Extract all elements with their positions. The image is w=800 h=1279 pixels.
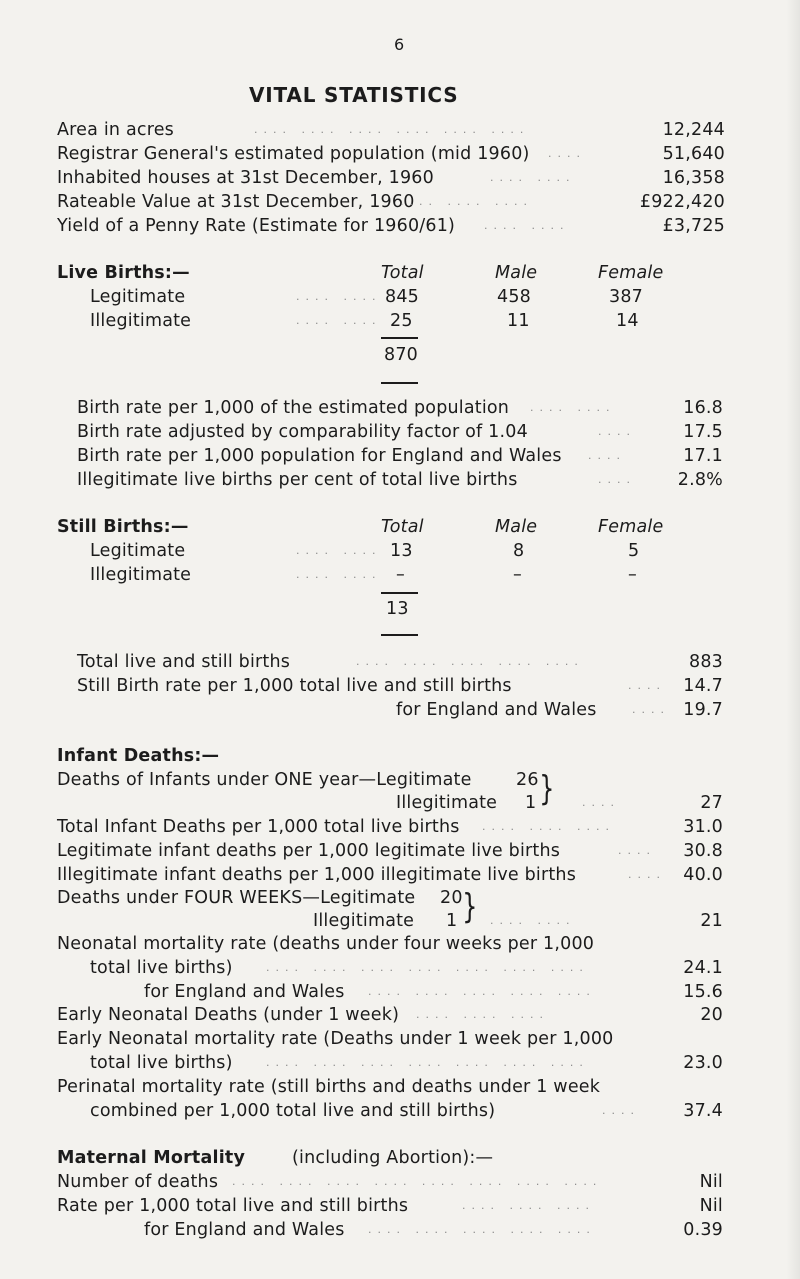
still-births-sum: 13 xyxy=(386,599,409,619)
under-one-legit-value: 26 xyxy=(516,770,539,790)
still-births-header-male: Male xyxy=(495,517,538,537)
general-label-population: Registrar General's estimated population (mid 1960) xyxy=(57,144,530,164)
maternal-deaths-label: Number of deaths xyxy=(57,1172,219,1192)
still-birth-ew-value: 19.7 xyxy=(683,700,723,720)
birth-rate-ew-label: Birth rate per 1,000 population for England and Wales xyxy=(77,446,562,466)
perinatal-value: 37.4 xyxy=(683,1101,723,1121)
total-births-label: Total live and still births xyxy=(77,652,291,672)
leader-dots: .... xyxy=(628,868,666,881)
page-edge-shadow xyxy=(786,0,800,1279)
leader-dots: .... .... .... .... .... xyxy=(368,1223,596,1236)
leader-dots: .... .... xyxy=(296,314,382,327)
live-births-illegit-total: 25 xyxy=(390,311,413,331)
sum-rule-bottom xyxy=(381,634,418,636)
live-births-header-male: Male xyxy=(495,263,538,283)
general-value-penny-rate: £3,725 xyxy=(662,216,725,236)
sum-rule-top xyxy=(381,337,418,339)
live-births-sum: 870 xyxy=(384,345,419,365)
leader-dots: .... xyxy=(628,679,666,692)
infant-rate-total-label: Total Infant Deaths per 1,000 total live births xyxy=(57,817,460,837)
live-births-heading: Live Births:— xyxy=(57,263,190,283)
sum-rule-bottom xyxy=(381,382,418,384)
sum-rule-top xyxy=(381,592,418,594)
leader-dots: .... .... xyxy=(530,401,616,414)
general-value-population: 51,640 xyxy=(662,144,725,164)
leader-dots: .... .... xyxy=(296,544,382,557)
early-neonatal-value: 20 xyxy=(700,1005,723,1025)
general-label-houses: Inhabited houses at 31st December, 1960 xyxy=(57,168,434,188)
leader-dots: .... .... .... xyxy=(462,1199,595,1212)
under-one-illegit-label: Illegitimate xyxy=(396,793,498,813)
leader-dots: .... .... xyxy=(490,914,576,927)
four-weeks-total: 21 xyxy=(700,911,723,931)
leader-dots: .... .... xyxy=(484,219,570,232)
leader-dots: .... .... xyxy=(490,171,576,184)
neonatal-label-line2: total live births) xyxy=(90,958,233,978)
leader-dots: .... .... .... .... .... .... .... xyxy=(266,961,589,974)
early-neonatal-label: Early Neonatal Deaths (under 1 week) xyxy=(57,1005,400,1025)
birth-rate-adjusted-label: Birth rate adjusted by comparability factor of 1.04 xyxy=(77,422,528,442)
maternal-ew-value: 0.39 xyxy=(683,1220,723,1240)
brace-icon: } xyxy=(539,769,555,809)
general-value-houses: 16,358 xyxy=(662,168,725,188)
maternal-rate-value: Nil xyxy=(699,1196,723,1216)
birth-rate-label: Birth rate per 1,000 of the estimated population xyxy=(77,398,510,418)
infant-rate-total-value: 31.0 xyxy=(683,817,723,837)
general-value-area: 12,244 xyxy=(662,120,725,140)
live-births-row-label: Illegitimate xyxy=(90,311,192,331)
live-births-row-label: Legitimate xyxy=(90,287,186,307)
leader-dots: .... .... .... .... .... .... xyxy=(254,123,530,136)
still-births-row-label: Legitimate xyxy=(90,541,186,561)
birth-rate-ew-value: 17.1 xyxy=(683,446,723,466)
early-rate-value: 23.0 xyxy=(683,1053,723,1073)
leader-dots: .... .... .... xyxy=(416,1008,549,1021)
leader-dots: .... xyxy=(582,796,620,809)
leader-dots: .... xyxy=(548,147,586,160)
still-births-illegit-total: – xyxy=(396,565,405,585)
live-births-legit-male: 458 xyxy=(497,287,532,307)
still-births-heading: Still Births:— xyxy=(57,517,189,537)
leader-dots: .... xyxy=(618,844,656,857)
four-weeks-legit-label: Deaths under FOUR WEEKS—Legitimate xyxy=(57,888,416,908)
general-value-rateable: £922,420 xyxy=(639,192,725,212)
still-births-legit-total: 13 xyxy=(390,541,413,561)
neonatal-label-line1: Neonatal mortality rate (deaths under four weeks per 1,000 xyxy=(57,934,595,954)
perinatal-label-line2: combined per 1,000 total live and still births) xyxy=(90,1101,496,1121)
page-number: 6 xyxy=(394,35,405,54)
leader-dots: .... xyxy=(632,703,670,716)
still-births-header-female: Female xyxy=(598,517,664,537)
still-births-legit-female: 5 xyxy=(628,541,640,561)
live-births-header-female: Female xyxy=(598,263,664,283)
four-weeks-legit-value: 20 xyxy=(440,888,463,908)
general-label-area: Area in acres xyxy=(57,120,174,140)
infant-rate-illegit-label: Illegitimate infant deaths per 1,000 illegitimate live births xyxy=(57,865,577,885)
live-births-legit-total: 845 xyxy=(385,287,420,307)
total-births-value: 883 xyxy=(688,652,723,672)
leader-dots: .... xyxy=(602,1104,640,1117)
live-births-legit-female: 387 xyxy=(609,287,644,307)
leader-dots: .... xyxy=(598,425,636,438)
live-births-header-total: Total xyxy=(381,263,424,283)
general-label-rateable: Rateable Value at 31st December, 1960 xyxy=(57,192,415,212)
still-births-illegit-male: – xyxy=(513,565,522,585)
live-births-illegit-male: 11 xyxy=(507,311,530,331)
leader-dots: .... .... xyxy=(296,290,382,303)
leader-dots: .... .... .... .... .... xyxy=(356,655,584,668)
brace-icon: } xyxy=(462,887,478,927)
still-birth-ew-label: for England and Wales xyxy=(396,700,597,720)
under-one-legit-label: Deaths of Infants under ONE year—Legitimate xyxy=(57,770,472,790)
leader-dots: .... .... xyxy=(296,568,382,581)
still-births-illegit-female: – xyxy=(628,565,637,585)
infant-rate-legit-label: Legitimate infant deaths per 1,000 legitimate live births xyxy=(57,841,561,861)
leader-dots: .... .... .... xyxy=(482,820,615,833)
neonatal-ew-value: 15.6 xyxy=(683,982,723,1002)
neonatal-value: 24.1 xyxy=(683,958,723,978)
illegit-percent-value: 2.8% xyxy=(677,470,723,490)
neonatal-ew-label: for England and Wales xyxy=(144,982,345,1002)
under-one-illegit-value: 1 xyxy=(525,793,537,813)
still-births-legit-male: 8 xyxy=(513,541,525,561)
still-birth-rate-value: 14.7 xyxy=(683,676,723,696)
still-birth-rate-label: Still Birth rate per 1,000 total live and still births xyxy=(77,676,512,696)
leader-dots: .... .... .... .... .... .... .... .... xyxy=(232,1175,603,1188)
page-title: VITAL STATISTICS xyxy=(249,83,459,107)
early-rate-label-line1: Early Neonatal mortality rate (Deaths under 1 week per 1,000 xyxy=(57,1029,614,1049)
maternal-heading-suffix: (including Abortion):— xyxy=(292,1148,494,1168)
maternal-ew-label: for England and Wales xyxy=(144,1220,345,1240)
birth-rate-value: 16.8 xyxy=(683,398,723,418)
infant-rate-legit-value: 30.8 xyxy=(683,841,723,861)
still-births-row-label: Illegitimate xyxy=(90,565,192,585)
leader-dots: .... .... .... .... .... .... .... xyxy=(266,1056,589,1069)
illegit-percent-label: Illegitimate live births per cent of total live births xyxy=(77,470,518,490)
under-one-total: 27 xyxy=(700,793,723,813)
general-label-penny-rate: Yield of a Penny Rate (Estimate for 1960/61) xyxy=(57,216,456,236)
leader-dots: .... .... .... xyxy=(400,195,533,208)
perinatal-label-line1: Perinatal mortality rate (still births and deaths under 1 week xyxy=(57,1077,601,1097)
birth-rate-adjusted-value: 17.5 xyxy=(683,422,723,442)
infant-deaths-heading: Infant Deaths:— xyxy=(57,746,220,766)
four-weeks-illegit-value: 1 xyxy=(446,911,458,931)
maternal-rate-label: Rate per 1,000 total live and still births xyxy=(57,1196,409,1216)
live-births-illegit-female: 14 xyxy=(616,311,639,331)
still-births-header-total: Total xyxy=(381,517,424,537)
maternal-deaths-value: Nil xyxy=(699,1172,723,1192)
infant-rate-illegit-value: 40.0 xyxy=(683,865,723,885)
maternal-heading: Maternal Mortality xyxy=(57,1148,246,1168)
early-rate-label-line2: total live births) xyxy=(90,1053,233,1073)
leader-dots: .... .... .... .... .... xyxy=(368,985,596,998)
four-weeks-illegit-label: Illegitimate xyxy=(313,911,415,931)
leader-dots: .... xyxy=(598,473,636,486)
leader-dots: .... xyxy=(588,449,626,462)
